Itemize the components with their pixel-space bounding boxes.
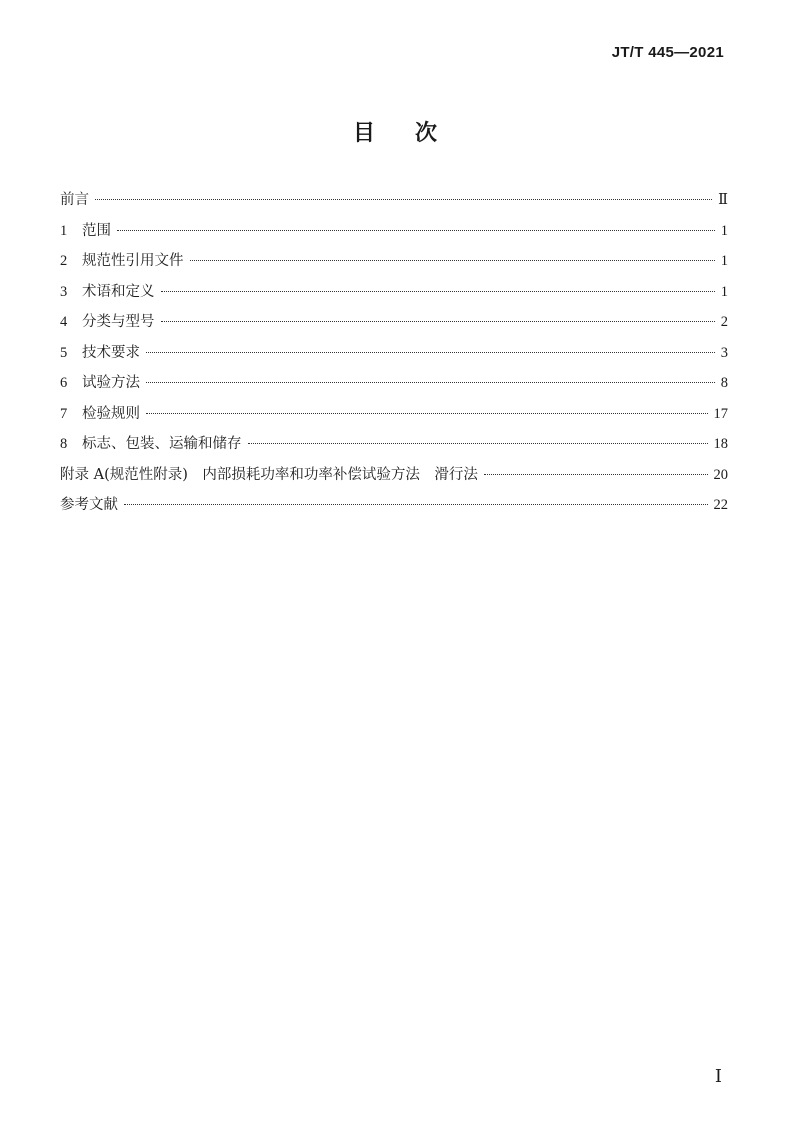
toc-entry-number: 4 [60,314,68,330]
toc-entry-number: 6 [60,375,68,391]
toc-entry-foreword[interactable] [60,185,728,216]
toc-entry-number: 8 [60,436,68,452]
toc-dot-leader [484,474,708,475]
toc-entry-page: 18 [713,436,728,452]
toc-entry-number: 3 [60,283,68,300]
page-number: Ⅰ [714,1066,722,1086]
toc-dot-leader [146,413,708,414]
toc-entry-terms-definitions[interactable] [60,277,728,308]
toc-entry-label: 分类与型号 [82,314,155,330]
toc-dot-leader [146,382,715,383]
toc-entry-page: 3 [720,344,728,361]
page-title [0,116,790,147]
toc-dot-leader [95,199,712,200]
toc-entry-technical-requirements[interactable] [60,338,728,369]
toc-dot-leader [117,230,715,231]
toc-entry-page: 17 [713,405,728,422]
toc-entry-bibliography[interactable] [60,490,728,521]
toc-entry-marking-packaging[interactable] [60,429,728,460]
toc-entry-label: 规范性引用文件 [82,253,184,269]
toc-entry-page: 8 [720,375,728,391]
toc-entry-label: 术语和定义 [82,283,155,300]
toc-entry-number: 1 [60,222,68,239]
toc-entry-normative-references[interactable] [60,246,728,277]
toc-entry-label: 试验方法 [82,375,140,391]
toc-entry-label: 前言 [60,192,89,208]
toc-entry-label: 标志、包装、运输和储存 [82,436,242,452]
page-title-char-2: 次 [415,121,438,146]
toc-entry-label: 附录 A(规范性附录) 内部损耗功率和功率补偿试验方法 滑行法 [60,466,478,483]
toc-entry-classification-model[interactable] [60,307,728,338]
toc-dot-leader [161,291,715,292]
toc-dot-leader [161,321,715,322]
page-title-char-1: 目 [352,121,375,146]
toc-entry-page: 1 [720,283,728,300]
toc-entry-test-methods[interactable] [60,368,728,399]
toc-entry-page: 22 [713,497,728,513]
toc-dot-leader [124,504,708,505]
toc-entry-number: 5 [60,344,68,361]
toc-entry-label: 技术要求 [82,344,140,361]
toc-entry-page: 1 [720,222,728,239]
toc-entry-inspection-rules[interactable] [60,399,728,430]
toc-entry-label: 参考文献 [60,497,118,513]
toc-entry-label: 检验规则 [82,405,140,422]
toc-entry-scope[interactable] [60,216,728,247]
toc-entry-appendix-a[interactable] [60,460,728,491]
toc-entry-page: 20 [713,466,728,483]
toc-entry-page: Ⅱ [718,192,728,208]
toc-entry-number: 2 [60,253,68,269]
toc-dot-leader [146,352,715,353]
toc-entry-page: 2 [720,314,728,330]
toc-entry-label: 范围 [82,222,111,239]
document-code: JT/T 445—2021 [611,44,724,61]
toc-entry-number: 7 [60,405,68,422]
table-of-contents [60,185,728,521]
toc-dot-leader [190,260,715,261]
toc-entry-page: 1 [720,253,728,269]
toc-dot-leader [248,443,708,444]
